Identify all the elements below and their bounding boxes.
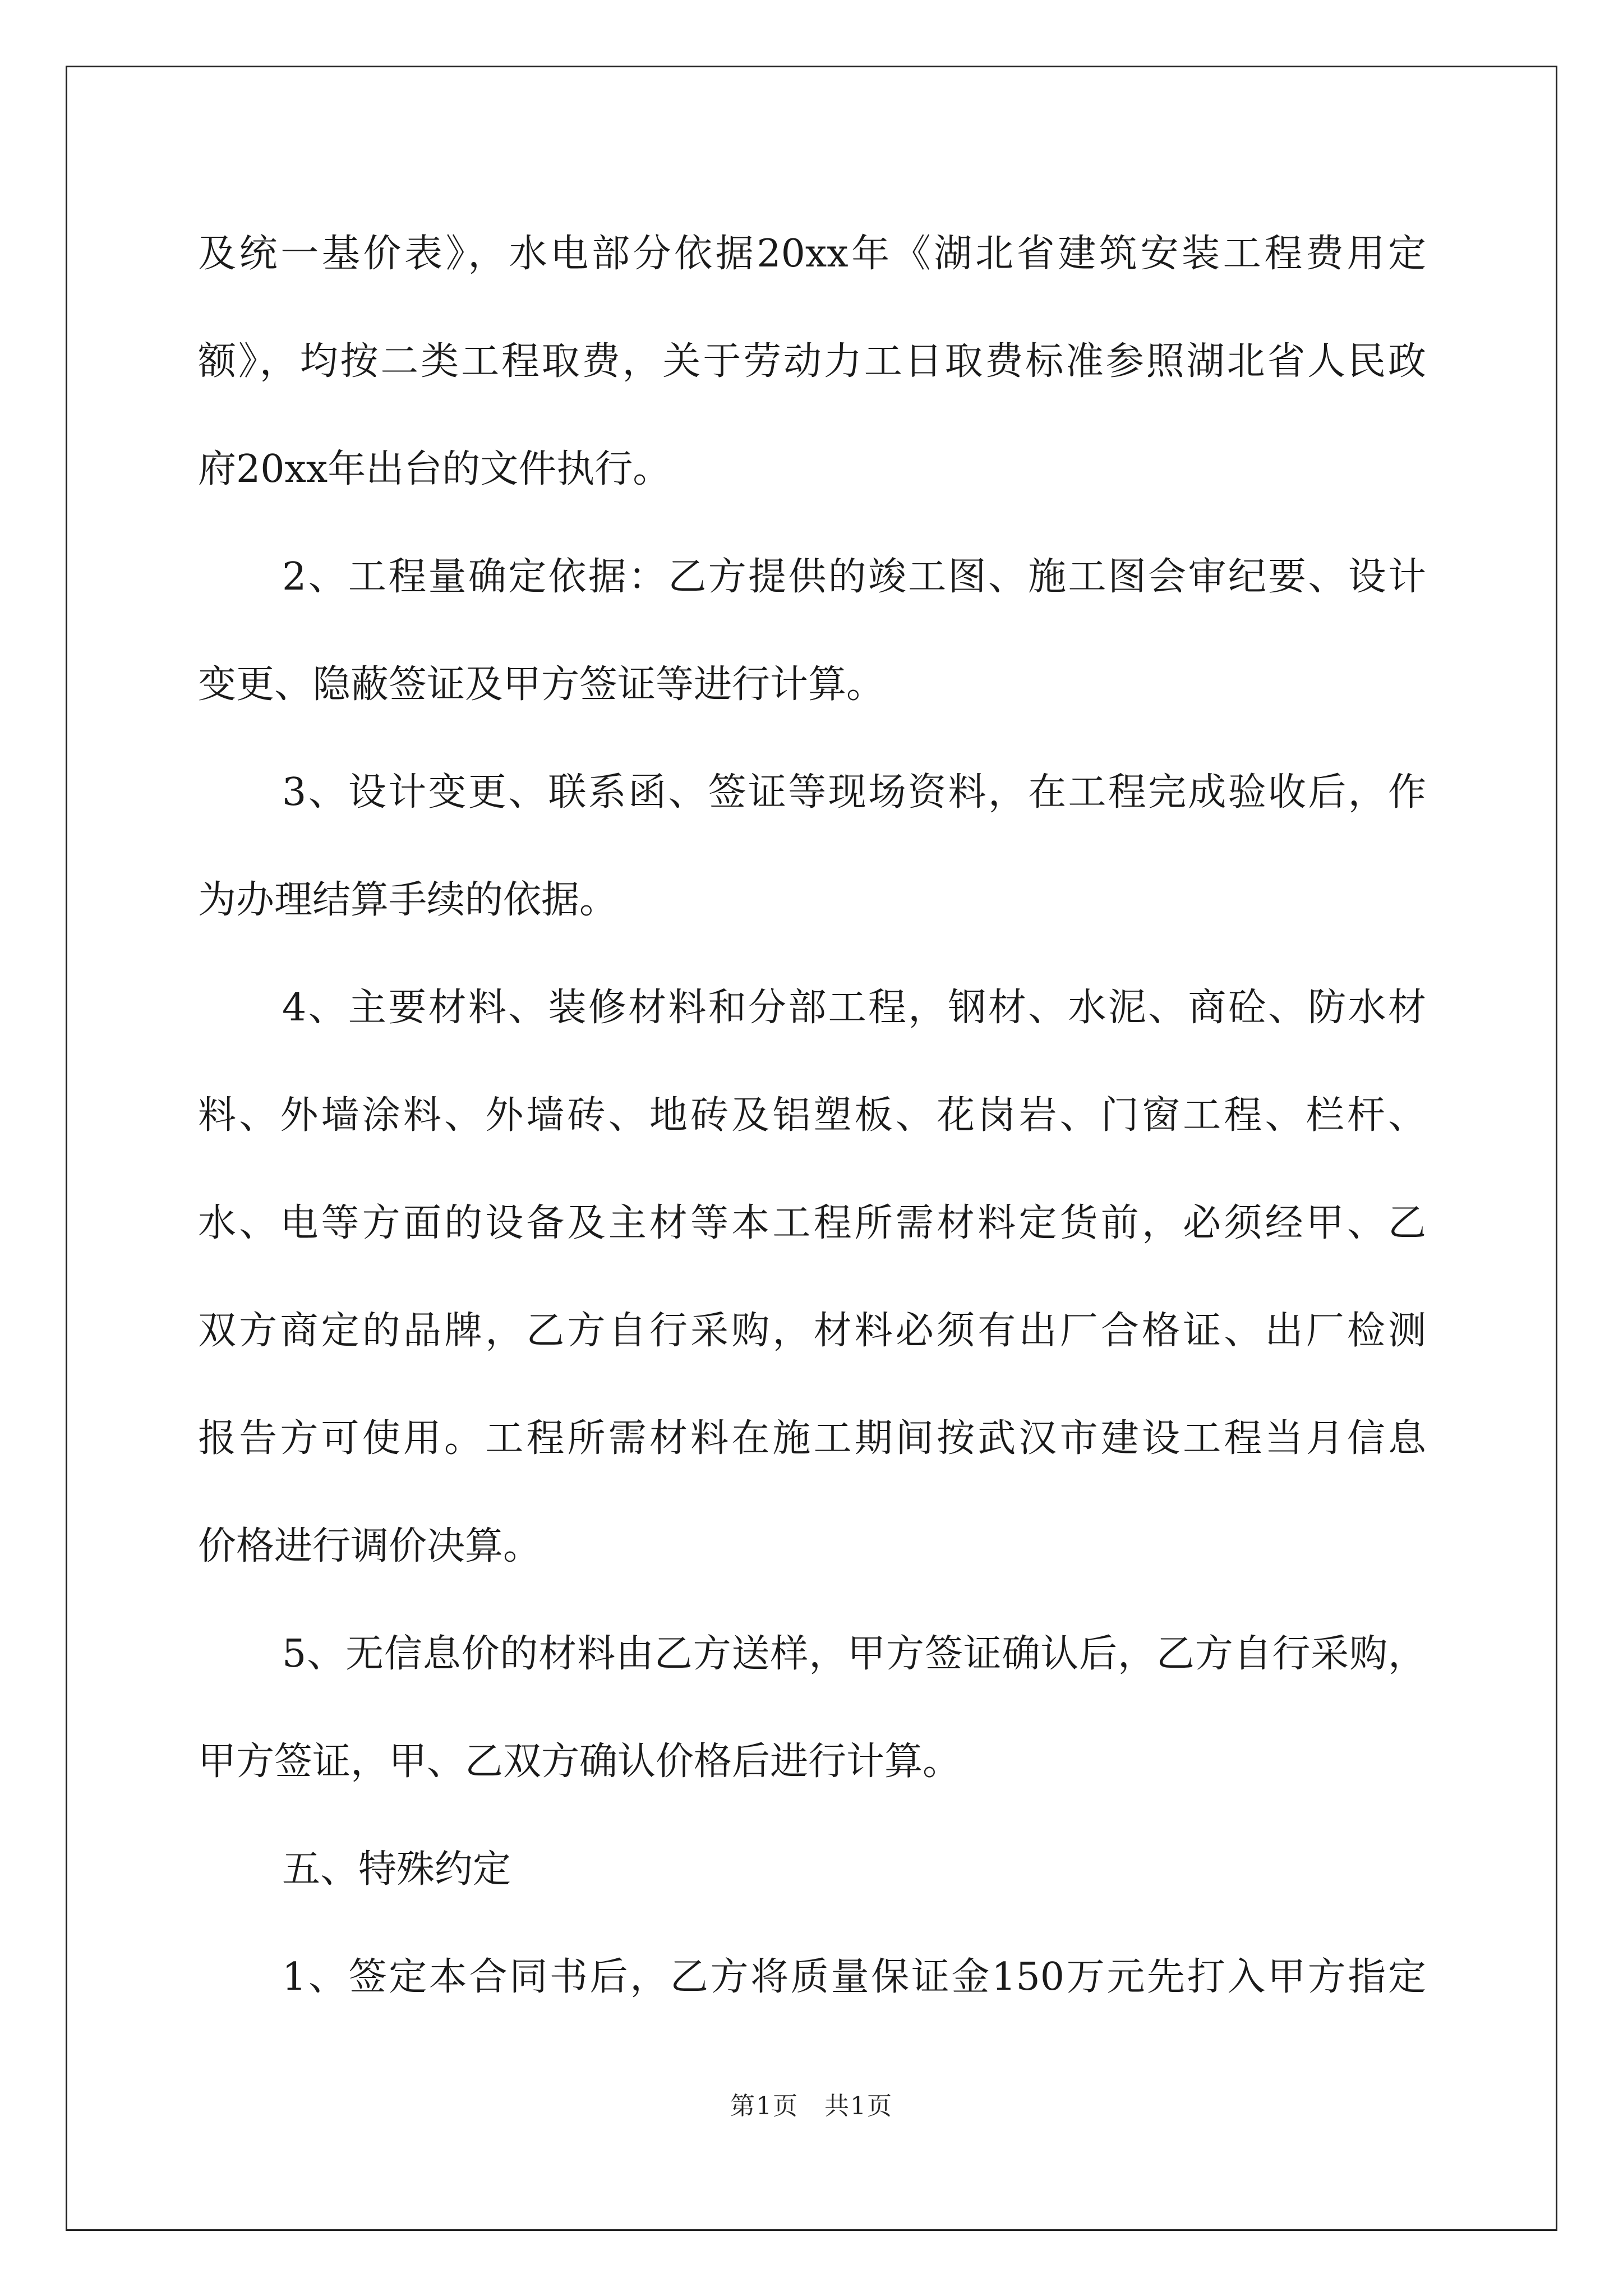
text-line-8: 4、主要材料、装修材料和分部工程，钢材、水泥、商砼、防水材: [282, 986, 1426, 1030]
text-line-3: 府20xx年出台的文件执行。: [198, 447, 671, 491]
text-line-9: 料、外墙涂料、外墙砖、地砖及铝塑板、花岗岩、门窗工程、栏杆、: [198, 1093, 1426, 1138]
text-line-15: 甲方签证，甲、乙双方确认价格后进行计算。: [198, 1740, 961, 1784]
text-line-2: 额》，均按二类工程取费，关于劳动力工日取费标准参照湖北省人民政: [198, 339, 1426, 384]
text-line-11: 双方商定的品牌，乙方自行采购，材料必须有出厂合格证、出厂检测: [198, 1309, 1426, 1353]
text-line-4: 2、工程量确定依据：乙方提供的竣工图、施工图会审纪要、设计: [282, 555, 1426, 599]
text-line-7: 为办理结算手续的依据。: [198, 878, 618, 922]
document-body: [198, 200, 1426, 2031]
text-line-14: 5、无信息价的材料由乙方送样，甲方签证确认后，乙方自行采购，: [282, 1632, 1426, 1676]
page-number-footer: 第1页 共1页: [730, 2092, 893, 2120]
text-line-6: 3、设计变更、联系函、签证等现场资料，在工程完成验收后，作: [282, 770, 1426, 815]
section-heading: 五、特殊约定: [282, 1847, 511, 1892]
text-line-10: 水、电等方面的设备及主材等本工程所需材料定货前，必须经甲、乙: [198, 1201, 1426, 1245]
text-line-13: 价格进行调价决算。: [198, 1524, 542, 1568]
text-line-1: 及统一基价表》，水电部分依据20xx年《湖北省建筑安装工程费用定: [198, 232, 1426, 276]
text-line-17: 1、签定本合同书后，乙方将质量保证金150万元先打入甲方指定: [282, 1955, 1426, 1999]
text-line-5: 变更、隐蔽签证及甲方签证等进行计算。: [198, 662, 885, 707]
text-line-12: 报告方可使用。工程所需材料在施工期间按武汉市建设工程当月信息: [198, 1416, 1426, 1461]
